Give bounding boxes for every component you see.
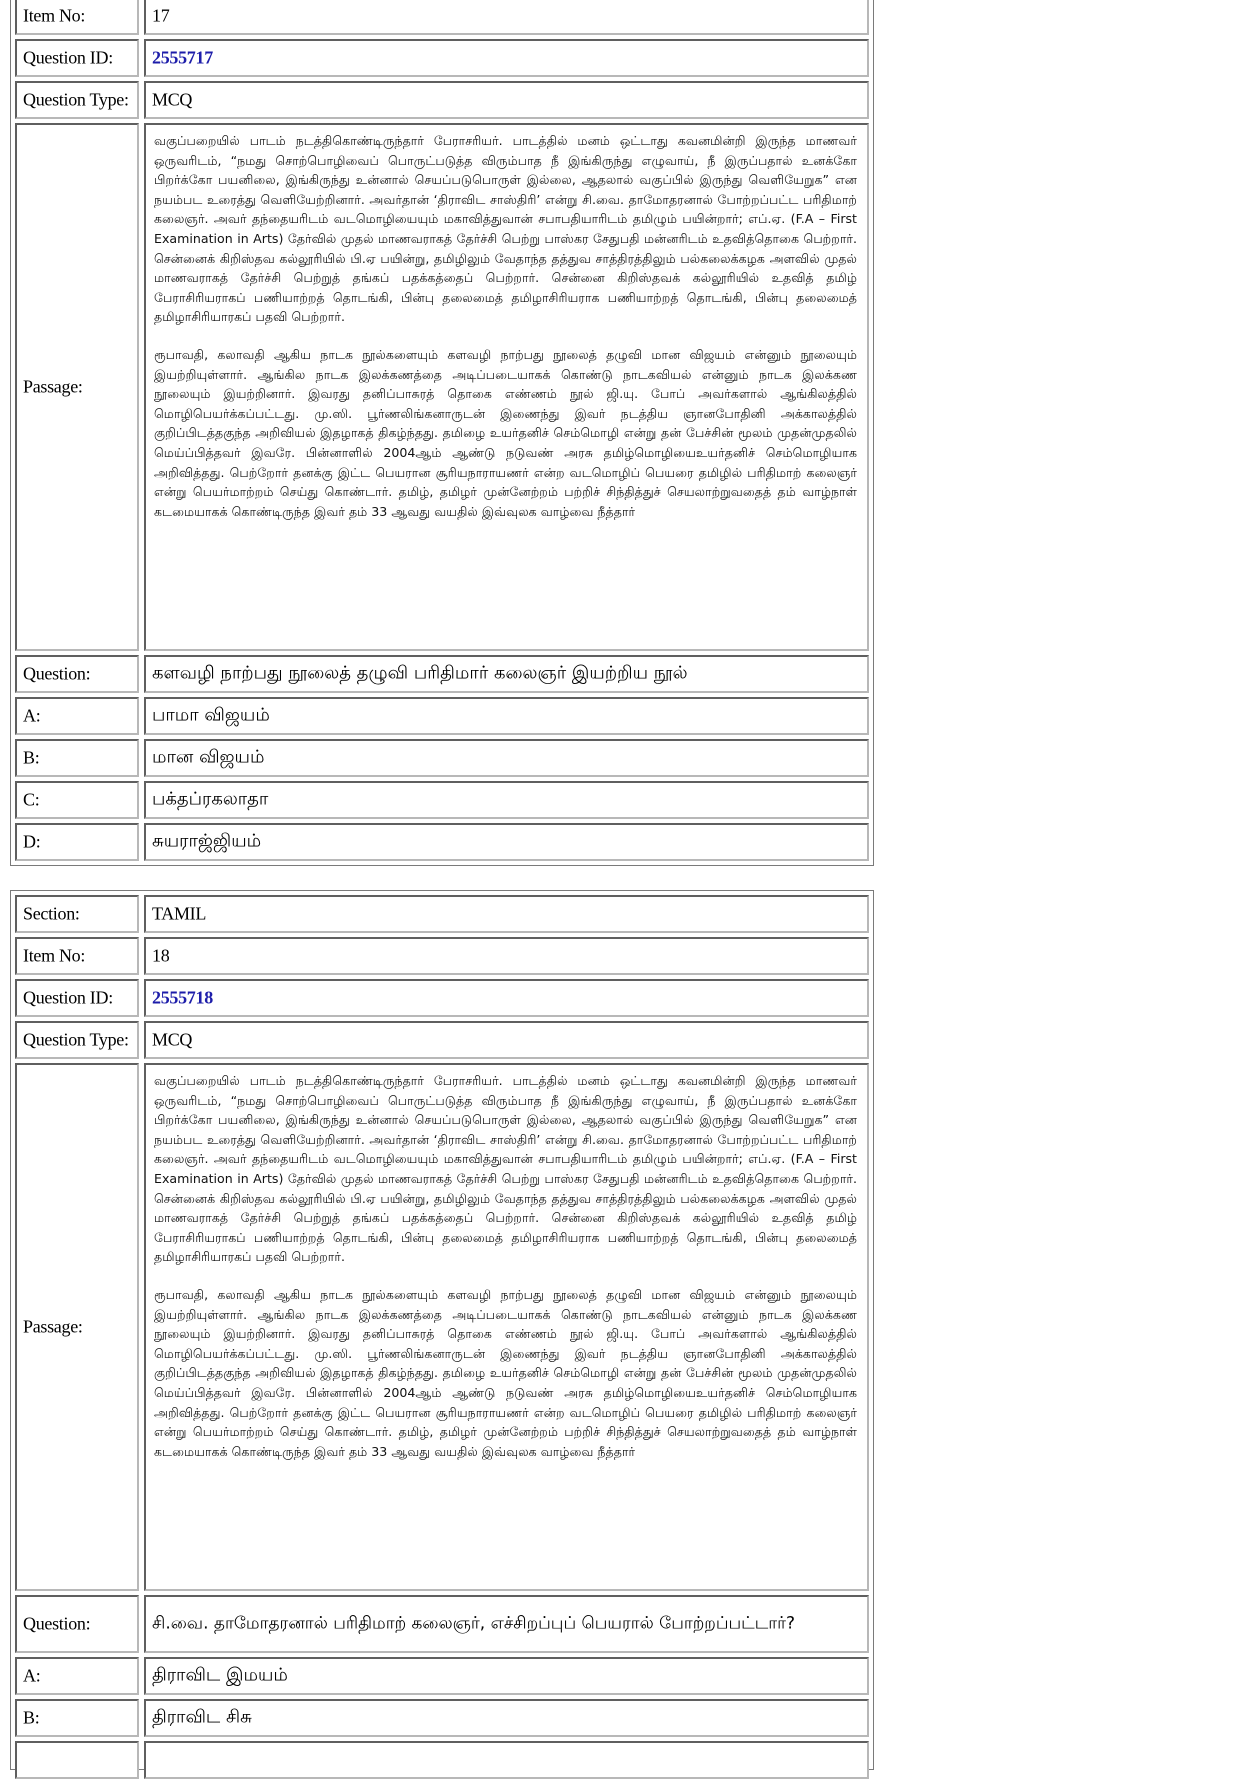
passage-scroll-area[interactable]: [144, 1063, 869, 1591]
option-d-label: D:: [23, 831, 41, 852]
question-text: சி.வை. தாமோதரனால் பரிதிமாற் கலைஞர், எச்சிறப்புப் பெயரால் போற்றப்பட்டார்?: [152, 1613, 796, 1634]
row-item-no: [15, 937, 869, 975]
row-item-no: [15, 0, 869, 35]
row-section: [15, 895, 869, 933]
option-b-text: திராவிட சிசு: [152, 1706, 252, 1728]
question-type-label: Question Type:: [23, 1029, 129, 1050]
row-question-id: [15, 979, 869, 1017]
question-id-label: Question ID:: [23, 987, 113, 1008]
question-table-18: [10, 890, 874, 1770]
option-b-label: B:: [23, 1707, 40, 1728]
question-type-value: MCQ: [152, 89, 193, 110]
row-option-a: [15, 1657, 869, 1695]
passage-label: Passage:: [23, 376, 83, 397]
option-a-label: A:: [23, 705, 41, 726]
option-d-text: சுயராஜ்ஜியம்: [152, 830, 262, 852]
row-option-d: [15, 823, 869, 861]
question-type-value: MCQ: [152, 1029, 193, 1050]
option-a-text: பாமா விஜயம்: [152, 704, 270, 726]
option-c-label: C:: [23, 789, 40, 810]
item-no-value: 18: [152, 945, 170, 966]
item-no-label: Item No:: [23, 5, 86, 26]
question-table-17: [10, 0, 874, 866]
passage-label: Passage:: [23, 1316, 83, 1337]
row-question-type: [15, 81, 869, 119]
question-id-value: 2555717: [152, 47, 213, 68]
passage-paragraph: வகுப்பறையில் பாடம் நடத்திகொண்டிருந்தார் பேராசரியர். பாடத்தில் மனம் ஒட்டாது கவனமின்றி இருந்த மாணவர் ஒருவரிடம், “நமது சொற்பொழிவைப் பொருட்படுத்த விரும்பாத நீ இங்கிருந்து எழுவாய், நீ இருப்பதால் உனக்கோ பிறர்க்கோ பயனிலை, இங்கிருந்து உன்னால் செயப்படுபொருள் இல்லை, ஆதலால் வகுப்பில் இருந்து வெளியேறுக” என நயம்பட உரைத்து வெளியேற்றினார். அவர்தான் ‘திராவிட சாஸ்திரி’ என்று சி.வை. தாமோதரனால் போற்றப்பட்ட பரிதிமாற் கலைஞர். அவர் தந்தையரிடம் வடமொழியையும் மகாவித்துவான் சபாபதியாரிடம் தமிழும் பயின்றார்; எப்.ஏ. (F.A – First Examination in Arts) தேர்வில் முதல் மாணவராகத் தேர்ச்சி பெற்று பாஸ்கர சேதுபதி மன்னரிடம் உதவித்தொகை பெற்றார். சென்னைக் கிறிஸ்தவ கல்லூரியில் பி.ஏ பயின்று, தமிழிலும் வேதாந்த தத்துவ சாத்திரத்திலும் பல்கலைக்கழக அளவில் முதல் மாணவராகத் தேர்ச்சி பெற்றுத் தங்கப் பதக்கத்தைப் பெற்றார். சென்னை கிறிஸ்தவக் கல்லூரியில் உதவித் தமிழ் பேராசிரியராகப் பணியாற்றத் தொடங்கி, பின்பு தலைமைத் தமிழாசிரியராக பணியாற்றத் தொடங்கி, பின்பு தலைமைத் தமிழாசிரியாரகப் பதவி பெற்றார்.: [154, 133, 857, 325]
question-text: களவழி நாற்பது நூலைத் தழுவி பரிதிமார் கலைஞர் இயற்றிய நூல்: [152, 662, 688, 684]
row-question: [15, 655, 869, 693]
row-passage: [15, 123, 869, 651]
row-option-c-partial: [15, 1741, 869, 1779]
question-id-label: Question ID:: [23, 47, 113, 68]
row-question-id: [15, 39, 869, 77]
item-no-value: 17: [152, 5, 170, 26]
row-option-b: [15, 1699, 869, 1737]
passage-scroll-area[interactable]: [144, 123, 869, 651]
section-label: Section:: [23, 903, 80, 924]
option-a-text: திராவிட இமயம்: [152, 1664, 288, 1686]
row-option-a: [15, 697, 869, 735]
passage-paragraph: ரூபாவதி, கலாவதி ஆகிய நாடக நூல்களையும் களவழி நாற்பது நூலைத் தழுவி மான விஜயம் என்னும் நூலையும் இயற்றியுள்ளார். ஆங்கில நாடக இலக்கணத்தை அடிப்படையாகக் கொண்டு நாடகவியல் என்னும் நாடக இலக்கண நூலையும் இயற்றினார். இவரது தனிப்பாசுரத் தொகை எண்ணம் நூல் ஜி.யு. போப் அவர்களால் ஆங்கிலத்தில் மொழிபெயர்க்கப்பட்டது. மு.ஸி. பூர்ணலிங்கனாருடன் இணைந்து இவர் நடத்திய ஞானபோதினி அக்காலத்தில் குறிப்பிடத்தகுந்த அறிவியல் இதழாகத் திகழ்ந்தது. தமிழை உயர்தனிச் செம்மொழி என்று தன் பேச்சின் மூலம் முதன்முதலில் மெய்ப்பித்தவர் இவரே. பின்னாளில் 2004ஆம் ஆண்டு நடுவண் அரசு தமிழ்மொழியைஉயர்தனிச் செம்மொழியாக அறிவித்தது. பெற்றோர் தனக்கு இட்ட பெயரான சூரியநாராயணர் என்ற வடமொழிப் பெயரை தமிழில் பரிதிமாற் கலைஞர் என்று பெயர்மாற்றம் செய்து கொண்டார். தமிழ், தமிழர் முன்னேற்றம் பற்றிச் சிந்தித்துச் செயலாற்றுவதைத் தம் வாழ்நாள் கடமையாகக் கொண்டிருந்த இவர் தம் 33 ஆவது வயதில் இவ்வுலக வாழ்வை நீத்தார்: [154, 346, 857, 519]
option-c-text: பக்தப்ரகலாதா: [152, 788, 269, 810]
question-label: Question:: [23, 1613, 91, 1634]
row-option-c: [15, 781, 869, 819]
question-type-label: Question Type:: [23, 89, 129, 110]
question-id-value: 2555718: [152, 987, 213, 1008]
row-question-type: [15, 1021, 869, 1059]
question-label: Question:: [23, 663, 91, 684]
passage-paragraph: ரூபாவதி, கலாவதி ஆகிய நாடக நூல்களையும் களவழி நாற்பது நூலைத் தழுவி மான விஜயம் என்னும் நூலையும் இயற்றியுள்ளார். ஆங்கில நாடக இலக்கணத்தை அடிப்படையாகக் கொண்டு நாடகவியல் என்னும் நாடக இலக்கண நூலையும் இயற்றினார். இவரது தனிப்பாசுரத் தொகை எண்ணம் நூல் ஜி.யு. போப் அவர்களால் ஆங்கிலத்தில் மொழிபெயர்க்கப்பட்டது. மு.ஸி. பூர்ணலிங்கனாருடன் இணைந்து இவர் நடத்திய ஞானபோதினி அக்காலத்தில் குறிப்பிடத்தகுந்த அறிவியல் இதழாகத் திகழ்ந்தது. தமிழை உயர்தனிச் செம்மொழி என்று தன் பேச்சின் மூலம் முதன்முதலில் மெய்ப்பித்தவர் இவரே. பின்னாளில் 2004ஆம் ஆண்டு நடுவண் அரசு தமிழ்மொழியைஉயர்தனிச் செம்மொழியாக அறிவித்தது. பெற்றோர் தனக்கு இட்ட பெயரான சூரியநாராயணர் என்ற வடமொழிப் பெயரை தமிழில் பரிதிமாற் கலைஞர் என்று பெயர்மாற்றம் செய்து கொண்டார். தமிழ், தமிழர் முன்னேற்றம் பற்றிச் சிந்தித்துச் செயலாற்றுவதைத் தம் வாழ்நாள் கடமையாகக் கொண்டிருந்த இவர் தம் 33 ஆவது வயதில் இவ்வுலக வாழ்வை நீத்தார்: [154, 1286, 857, 1459]
row-option-b: [15, 739, 869, 777]
passage-text: [154, 131, 857, 645]
option-b-text: மான விஜயம்: [152, 746, 265, 768]
section-value: TAMIL: [152, 903, 207, 924]
passage-text: [154, 1071, 857, 1585]
option-a-label: A:: [23, 1665, 41, 1686]
row-question: [15, 1595, 869, 1653]
option-b-label: B:: [23, 747, 40, 768]
passage-paragraph: வகுப்பறையில் பாடம் நடத்திகொண்டிருந்தார் பேராசரியர். பாடத்தில் மனம் ஒட்டாது கவனமின்றி இருந்த மாணவர் ஒருவரிடம், “நமது சொற்பொழிவைப் பொருட்படுத்த விரும்பாத நீ இங்கிருந்து எழுவாய், நீ இருப்பதால் உனக்கோ பிறர்க்கோ பயனிலை, இங்கிருந்து உன்னால் செயப்படுபொருள் இல்லை, ஆதலால் வகுப்பில் இருந்து வெளியேறுக” என நயம்பட உரைத்து வெளியேற்றினார். அவர்தான் ‘திராவிட சாஸ்திரி’ என்று சி.வை. தாமோதரனால் போற்றப்பட்ட பரிதிமாற் கலைஞர். அவர் தந்தையரிடம் வடமொழியையும் மகாவித்துவான் சபாபதியாரிடம் தமிழும் பயின்றார்; எப்.ஏ. (F.A – First Examination in Arts) தேர்வில் முதல் மாணவராகத் தேர்ச்சி பெற்று பாஸ்கர சேதுபதி மன்னரிடம் உதவித்தொகை பெற்றார். சென்னைக் கிறிஸ்தவ கல்லூரியில் பி.ஏ பயின்று, தமிழிலும் வேதாந்த தத்துவ சாத்திரத்திலும் பல்கலைக்கழக அளவில் முதல் மாணவராகத் தேர்ச்சி பெற்றுத் தங்கப் பதக்கத்தைப் பெற்றார். சென்னை கிறிஸ்தவக் கல்லூரியில் உதவித் தமிழ் பேராசிரியராகப் பணியாற்றத் தொடங்கி, பின்பு தலைமைத் தமிழாசிரியராக பணியாற்றத் தொடங்கி, பின்பு தலைமைத் தமிழாசிரியாரகப் பதவி பெற்றார்.: [154, 1073, 857, 1265]
item-no-label: Item No:: [23, 945, 86, 966]
row-passage: [15, 1063, 869, 1591]
